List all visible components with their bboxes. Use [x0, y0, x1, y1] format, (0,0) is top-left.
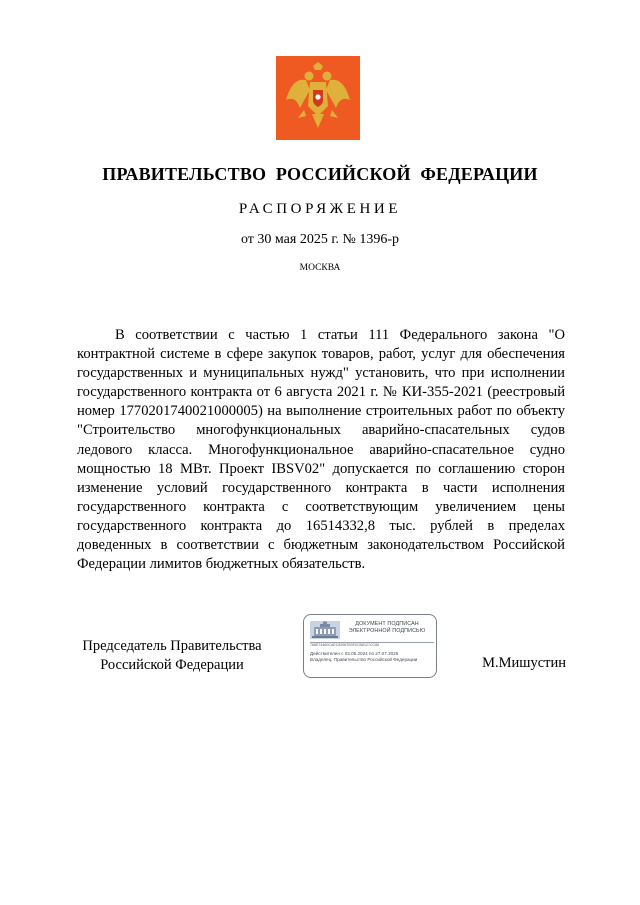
signatory-position — [70, 637, 274, 675]
document-date-number: от 30 мая 2025 г. № 1396-р — [240, 232, 400, 247]
stamp-validity: Действителен с 03.05.2024 по 27.07.2025 — [310, 651, 399, 656]
emblem-graphic — [276, 56, 360, 140]
stamp-certificate: 766E74460CAEC83967B3F0CB8127CC86 — [310, 643, 380, 647]
stamp-owner: Владелец: Правительство Российской Федерации — [310, 657, 418, 662]
stamp-title — [338, 621, 436, 635]
city-label: МОСКВА — [299, 263, 341, 273]
signatory-name: М.Мишустин — [482, 655, 566, 671]
signatory-position-line2: Российской Федерации — [100, 657, 244, 673]
stamp-title-line2: ЭЛЕКТРОННОЙ ПОДПИСЬЮ — [348, 628, 426, 634]
government-building-icon — [310, 621, 340, 639]
decree-text: В соответствии с частью 1 статьи 111 Федерального закона "О контрактной системе в сфере закупок товаров, работ, услуг для обеспечения государственных и муниципальных нужд" установить, что при исполнении государственного контракта от 6 августа 2021 г. № КИ-355-2021 (реестровый номер 1770201740021000005) на выполнение строительных работ по объекту "Строительство многофункциональных аварийно-спасательных судов ледового класса. Многофункциональное аварийно-спасательное судно мощностью 18 МВт. Проект IBSV02" допускается по соглашению сторон изменение условий государственного контракта в части исполнения государственного контракта с соответствующим увеличением цены государственного контракта до 16514332,8 тыс. рублей в пределах доведенных в соответствии с бюджетным законодательством Российской Федерации лимитов бюджетных обязательств. — [77, 327, 565, 573]
government-title: ПРАВИТЕЛЬСТВО РОССИЙСКОЙ ФЕДЕРАЦИИ — [102, 164, 538, 184]
document-type: РАСПОРЯЖЕНИЕ — [238, 201, 402, 217]
stamp-title-line1: ДОКУМЕНТ ПОДПИСАН — [355, 621, 419, 627]
electronic-signature-stamp — [303, 614, 437, 678]
russian-coat-of-arms-icon — [276, 56, 360, 140]
signatory-position-line1: Председатель Правительства — [82, 638, 262, 654]
